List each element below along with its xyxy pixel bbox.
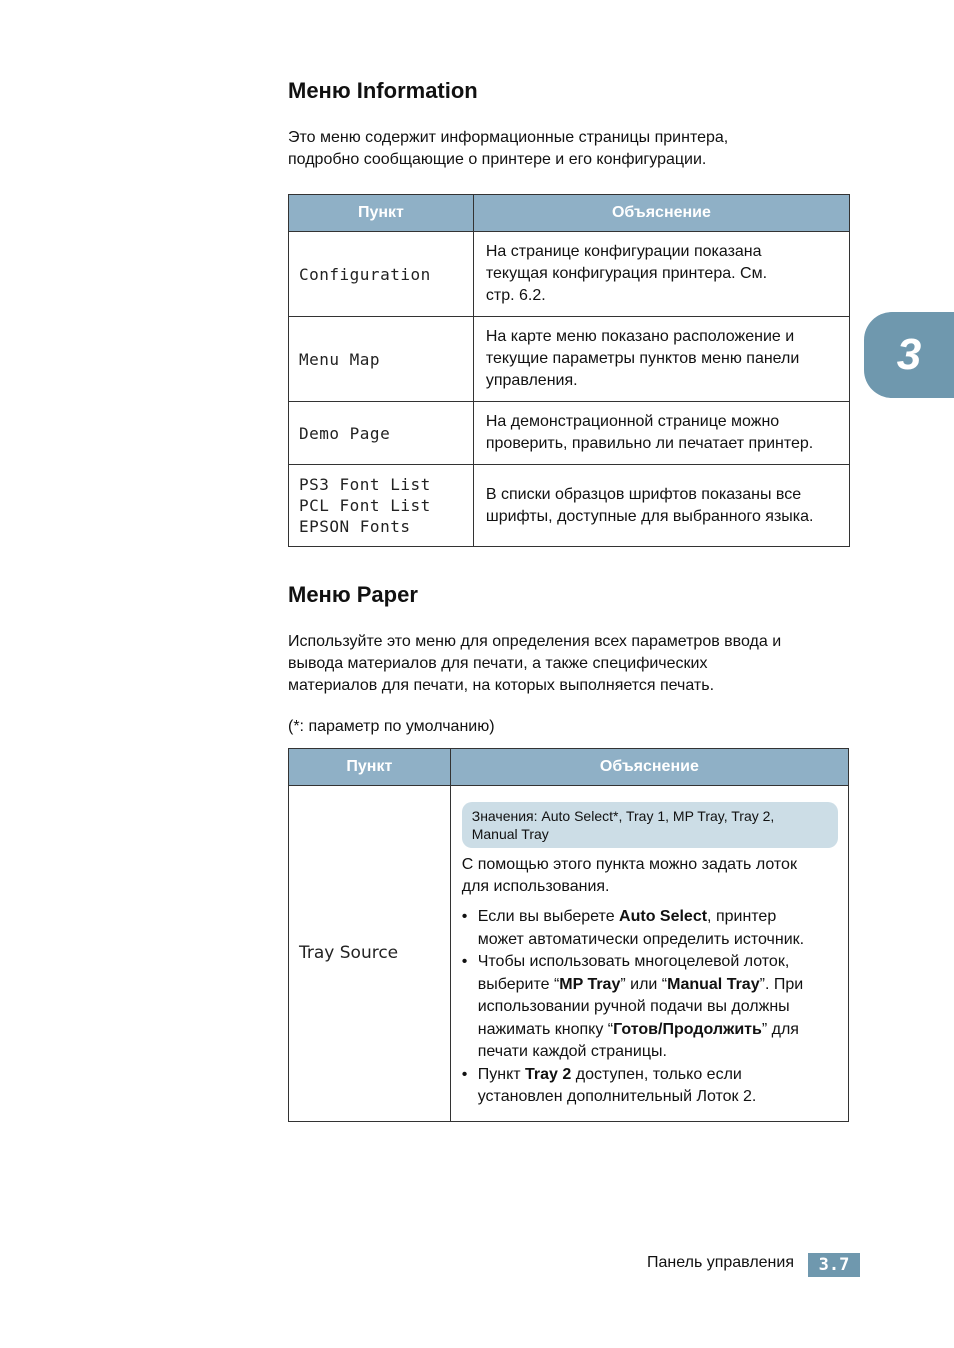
desc-line: шрифты, доступные для выбранного языка. bbox=[485, 507, 814, 525]
desc-line: В списки образцов шрифтов показаны все bbox=[485, 485, 802, 503]
desc-line: На странице конфигурации показана bbox=[485, 243, 762, 260]
default-note: (*: параметр по умолчанию) bbox=[288, 718, 495, 735]
menu-item-demo-page bbox=[289, 402, 474, 465]
table-header-row bbox=[289, 195, 850, 232]
header-item: Пункт bbox=[289, 749, 451, 786]
option-mp-tray: MP Tray bbox=[559, 975, 621, 993]
item-label: PCL Font List bbox=[299, 496, 431, 515]
desc-line: На демонстрационной странице можно bbox=[485, 413, 780, 430]
bullet-list bbox=[462, 906, 848, 1109]
header-item: Пункт bbox=[289, 195, 474, 232]
bullet-line: нажимать кнопку “Готов/Продолжить” для bbox=[477, 1020, 799, 1038]
option-manual-tray: Manual Tray bbox=[667, 975, 760, 993]
bullet-icon: • bbox=[461, 908, 468, 925]
header-explanation: Объяснение bbox=[473, 195, 849, 232]
menu-item-font-lists bbox=[289, 465, 474, 547]
bullet-line: Чтобы использовать многоцелевой лоток, bbox=[477, 953, 790, 970]
paper-heading: Меню Paper bbox=[288, 582, 418, 607]
paper-intro bbox=[288, 631, 853, 697]
table-header-row bbox=[289, 749, 849, 786]
table-row bbox=[289, 232, 850, 317]
table-row bbox=[289, 465, 850, 547]
values-line: Значения: Auto Select*, Tray 1, MP Tray, Tray 2, bbox=[471, 808, 775, 824]
menu-item-menu-map bbox=[289, 317, 474, 402]
item-description bbox=[473, 232, 849, 317]
table-row bbox=[289, 786, 849, 1122]
list-item bbox=[462, 906, 848, 951]
menu-item-tray-source: Tray Source bbox=[289, 786, 451, 1122]
item-description bbox=[473, 317, 849, 402]
desc-line: управления. bbox=[485, 372, 578, 389]
information-intro bbox=[288, 127, 853, 171]
header-explanation: Объяснение bbox=[450, 749, 848, 786]
intro-line: вывода материалов для печати, а также специфических bbox=[288, 655, 708, 672]
option-auto-select: Auto Select bbox=[619, 908, 708, 925]
information-table bbox=[288, 194, 850, 547]
list-item bbox=[462, 1064, 848, 1109]
bullet-line: может автоматически определить источник. bbox=[477, 930, 805, 948]
item-label: EPSON Fonts bbox=[299, 517, 411, 536]
bullet-icon: • bbox=[461, 1065, 468, 1083]
values-box bbox=[462, 802, 838, 848]
desc-line: текущие параметры пунктов меню панели bbox=[485, 350, 800, 367]
item-label: PS3 Font List bbox=[299, 475, 431, 494]
tray-source-description bbox=[462, 854, 848, 898]
desc-line: С помощью этого пункта можно задать лоток bbox=[461, 856, 797, 873]
option-tray-2: Tray 2 bbox=[525, 1065, 572, 1083]
intro-line: подробно сообщающие о принтере и его конфигурации. bbox=[288, 151, 707, 168]
desc-line: текущая конфигурация принтера. См. bbox=[485, 265, 768, 282]
bullet-icon: • bbox=[461, 953, 468, 970]
desc-line: стр. 6.2. bbox=[485, 287, 546, 304]
bullet-line: Пункт Tray 2 доступен, только если bbox=[477, 1065, 742, 1083]
bullet-line: использовании ручной подачи вы должны bbox=[477, 998, 790, 1015]
menu-item-configuration bbox=[289, 232, 474, 317]
table-row bbox=[289, 317, 850, 402]
desc-line: для использования. bbox=[461, 878, 610, 895]
bullet-line: установлен дополнительный Лоток 2. bbox=[477, 1088, 757, 1105]
item-description bbox=[473, 465, 849, 547]
item-label: Menu Map bbox=[299, 349, 381, 369]
chapter-tab: 3 bbox=[864, 312, 954, 398]
intro-line: материалов для печати, на которых выполняется печать. bbox=[288, 677, 715, 694]
item-label: Configuration bbox=[299, 264, 431, 284]
desc-line: На карте меню показано расположение и bbox=[485, 328, 795, 345]
desc-line: проверить, правильно ли печатает принтер. bbox=[485, 435, 814, 452]
footer-section-label: Панель управления bbox=[647, 1254, 794, 1271]
bullet-line: печати каждой страницы. bbox=[477, 1043, 667, 1060]
button-name-ready-continue: Готов/Продолжить bbox=[613, 1020, 762, 1038]
values-line: Manual Tray bbox=[471, 826, 549, 842]
page-number: 3.7 bbox=[808, 1253, 860, 1277]
information-heading: Меню Information bbox=[288, 78, 478, 103]
bullet-line: Если вы выберете Auto Select, принтер bbox=[477, 908, 777, 925]
bullet-line: выберите “MP Tray” или “Manual Tray”. При bbox=[477, 975, 804, 993]
intro-line: Используйте это меню для определения всех параметров ввода и bbox=[288, 633, 782, 650]
item-description bbox=[450, 786, 848, 1122]
table-row bbox=[289, 402, 850, 465]
item-label: Demo Page bbox=[299, 423, 391, 443]
paper-table bbox=[288, 748, 849, 1122]
intro-line: Это меню содержит информационные страницы принтера, bbox=[288, 129, 729, 146]
item-description bbox=[473, 402, 849, 465]
list-item bbox=[462, 951, 848, 1064]
